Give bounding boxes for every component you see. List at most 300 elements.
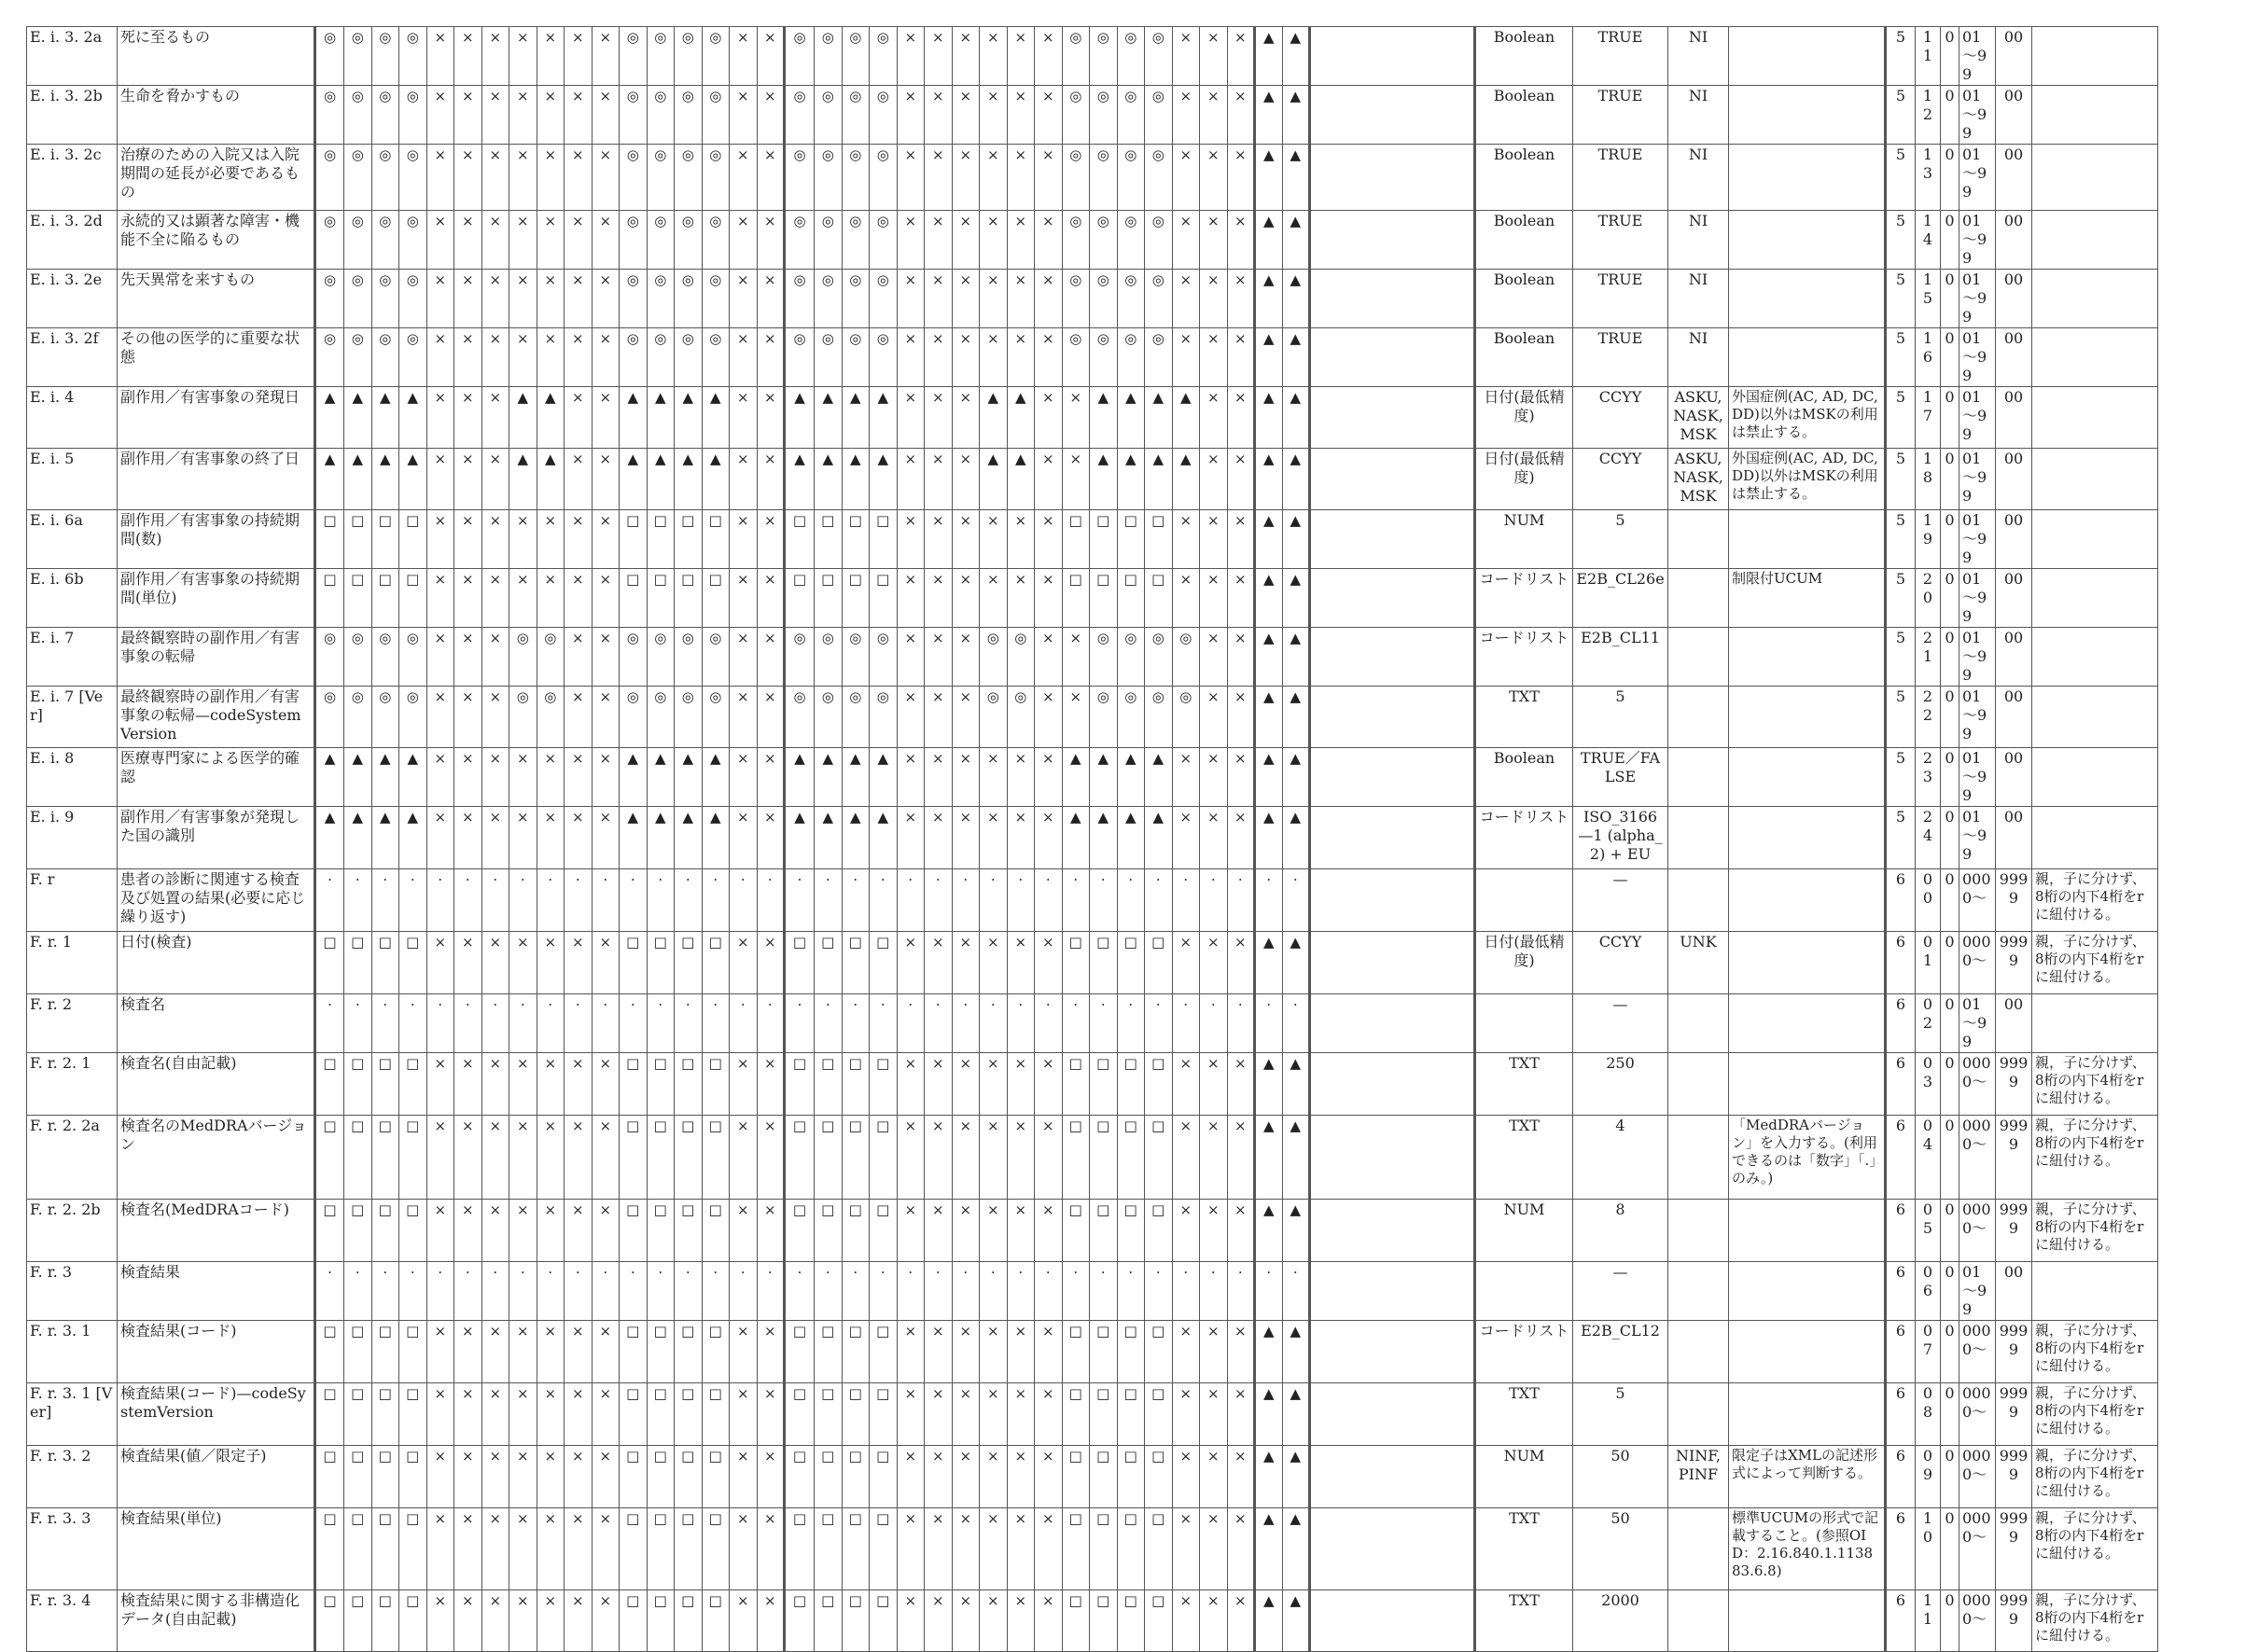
- symbol-cell: ×: [481, 748, 509, 807]
- symbol-cell: ▲: [1282, 807, 1310, 869]
- code-3: 0: [1941, 1508, 1959, 1590]
- data-length: TRUE: [1573, 211, 1668, 270]
- symbol-cell: ◎: [1090, 27, 1118, 86]
- symbol-cell: ▲: [1062, 748, 1090, 807]
- symbol-cell: ·: [620, 869, 648, 932]
- symbol-cell: ×: [1035, 211, 1063, 270]
- symbol-cell: ×: [426, 1053, 454, 1116]
- code-2: 17: [1916, 387, 1941, 449]
- symbol-cell: □: [675, 1446, 703, 1508]
- symbol-cell: □: [1117, 1053, 1145, 1116]
- symbol-cell: ×: [481, 569, 509, 628]
- symbol-cell: ▲: [647, 387, 675, 449]
- symbol-cell: □: [344, 932, 372, 994]
- symbol-cell: ×: [980, 1053, 1008, 1116]
- data-type: コードリスト: [1475, 628, 1573, 687]
- symbol-cell: ×: [592, 1508, 620, 1590]
- symbol-cell: ×: [1227, 1116, 1255, 1200]
- data-length: —: [1573, 994, 1668, 1053]
- table-row: [27, 27, 2158, 86]
- symbol-cell: ×: [592, 569, 620, 628]
- symbol-cell: ▲: [620, 748, 648, 807]
- symbol-cell: □: [1145, 1446, 1173, 1508]
- symbol-cell: □: [647, 1508, 675, 1590]
- symbol-cell: ◎: [675, 328, 703, 387]
- code-3: 0: [1941, 994, 1959, 1053]
- code-1: 5: [1886, 387, 1916, 449]
- symbol-cell: ◎: [842, 86, 870, 145]
- symbol-cell: □: [620, 1446, 648, 1508]
- code-1: 6: [1886, 1053, 1916, 1116]
- symbol-cell: ×: [565, 449, 593, 510]
- data-type: NUM: [1475, 1446, 1573, 1508]
- symbol-cell: ◎: [344, 211, 372, 270]
- symbol-cell: □: [815, 1383, 843, 1446]
- symbol-cell: ×: [565, 86, 593, 145]
- symbol-cell: ×: [925, 449, 953, 510]
- symbol-cell: ◎: [675, 628, 703, 687]
- symbol-cell: ·: [315, 869, 344, 932]
- symbol-cell: ◎: [870, 628, 898, 687]
- symbol-cell: ×: [426, 748, 454, 807]
- symbol-cell: ▲: [315, 748, 344, 807]
- data-type: [1475, 994, 1573, 1053]
- symbol-cell: ·: [565, 869, 593, 932]
- item-id: E. i. 3. 2d: [27, 211, 118, 270]
- symbol-cell: ◎: [785, 211, 815, 270]
- symbol-cell: ▲: [1282, 1321, 1310, 1383]
- symbol-cell: ×: [426, 628, 454, 687]
- code-note: 親，子に分けず、8桁の内下4桁をrに紐付ける。: [2032, 1383, 2158, 1446]
- symbol-cell: ▲: [675, 748, 703, 807]
- symbol-cell: ▲: [1255, 1200, 1283, 1262]
- code-5: 00: [1996, 211, 2032, 270]
- symbol-cell: ·: [785, 994, 815, 1053]
- symbol-cell: ×: [1200, 387, 1228, 449]
- symbol-cell: □: [1090, 1116, 1118, 1200]
- symbol-cell: ×: [426, 328, 454, 387]
- symbol-cell: ×: [1172, 748, 1200, 807]
- symbol-cell: ×: [897, 1053, 925, 1116]
- code-1: 5: [1886, 211, 1916, 270]
- symbol-cell: ◎: [1145, 270, 1173, 328]
- symbol-cell: ×: [1007, 1383, 1035, 1446]
- symbol-cell: ·: [925, 994, 953, 1053]
- symbol-cell: ·: [399, 1262, 427, 1321]
- data-type: [1475, 1262, 1573, 1321]
- data-length: TRUE: [1573, 328, 1668, 387]
- symbol-cell: ×: [952, 1116, 980, 1200]
- code-range: 01～99: [1959, 748, 1996, 807]
- symbol-cell: ×: [730, 211, 758, 270]
- symbol-cell: ◎: [842, 628, 870, 687]
- symbol-cell: ×: [925, 510, 953, 569]
- code-2: 19: [1916, 510, 1941, 569]
- symbol-cell: □: [702, 1446, 730, 1508]
- symbol-cell: ◎: [344, 328, 372, 387]
- remarks: [1729, 86, 1886, 145]
- symbol-cell: □: [1062, 510, 1090, 569]
- table-row: [27, 687, 2158, 748]
- symbol-cell: ▲: [1145, 807, 1173, 869]
- symbol-cell: ×: [925, 86, 953, 145]
- code-1: 5: [1886, 748, 1916, 807]
- code-3: 0: [1941, 569, 1959, 628]
- symbol-cell: ◎: [1062, 211, 1090, 270]
- table-row: [27, 1321, 2158, 1383]
- symbol-cell: ×: [925, 145, 953, 211]
- code-1: 5: [1886, 569, 1916, 628]
- item-id: F. r. 3. 3: [27, 1508, 118, 1590]
- remarks: [1729, 1590, 1886, 1652]
- symbol-cell: ×: [897, 1116, 925, 1200]
- code-1: 6: [1886, 932, 1916, 994]
- code-5: 00: [1996, 86, 2032, 145]
- code-2: 22: [1916, 687, 1941, 748]
- symbol-cell: ◎: [1172, 628, 1200, 687]
- symbol-cell: ×: [1035, 27, 1063, 86]
- symbol-cell: ▲: [537, 387, 565, 449]
- symbol-cell: ×: [454, 569, 482, 628]
- symbol-cell: ×: [481, 86, 509, 145]
- symbol-cell: □: [371, 1590, 399, 1652]
- code-1: 5: [1886, 270, 1916, 328]
- code-note: 親，子に分けず、8桁の内下4桁をrに紐付ける。: [2032, 932, 2158, 994]
- data-length: TRUE: [1573, 145, 1668, 211]
- symbol-cell: ×: [952, 932, 980, 994]
- data-length: TRUE／FALSE: [1573, 748, 1668, 807]
- symbol-cell: ×: [1172, 1116, 1200, 1200]
- symbol-cell: ×: [1200, 449, 1228, 510]
- symbol-cell: ×: [592, 86, 620, 145]
- item-name: 生命を脅かすもの: [118, 86, 315, 145]
- symbol-cell: ×: [481, 510, 509, 569]
- code-1: 6: [1886, 1262, 1916, 1321]
- symbol-cell: ×: [565, 1508, 593, 1590]
- symbol-cell: ×: [757, 86, 785, 145]
- symbol-cell: □: [371, 1116, 399, 1200]
- symbol-cell: □: [675, 932, 703, 994]
- symbol-cell: □: [870, 932, 898, 994]
- symbol-cell: □: [344, 1590, 372, 1652]
- symbol-cell: ×: [592, 27, 620, 86]
- code-range: 0000～: [1959, 1446, 1996, 1508]
- symbol-cell: ×: [454, 628, 482, 687]
- symbol-cell: ◎: [1172, 687, 1200, 748]
- remarks: 「MedDRAバージョン」を入力する。(利用できるのは「数字」「.」のみ。): [1729, 1116, 1886, 1200]
- symbol-cell: ×: [481, 211, 509, 270]
- data-type: TXT: [1475, 1590, 1573, 1652]
- symbol-cell: ×: [980, 86, 1008, 145]
- data-length: E2B_CL26e: [1573, 569, 1668, 628]
- symbol-cell: □: [1062, 1446, 1090, 1508]
- symbol-cell: ×: [1007, 748, 1035, 807]
- symbol-cell: ×: [757, 328, 785, 387]
- symbol-cell: ×: [1172, 1321, 1200, 1383]
- symbol-cell: □: [702, 1116, 730, 1200]
- code-2: 07: [1916, 1321, 1941, 1383]
- item-name: その他の医学的に重要な状態: [118, 328, 315, 387]
- code-3: 0: [1941, 1053, 1959, 1116]
- code-5: 00: [1996, 27, 2032, 86]
- code-2: 03: [1916, 1053, 1941, 1116]
- code-note: [2032, 628, 2158, 687]
- symbol-cell: ◎: [870, 145, 898, 211]
- blank-cell: [1310, 1590, 1475, 1652]
- symbol-cell: □: [1090, 1200, 1118, 1262]
- code-2: 08: [1916, 1383, 1941, 1446]
- symbol-cell: ◎: [1062, 328, 1090, 387]
- data-length: 50: [1573, 1508, 1668, 1590]
- symbol-cell: □: [870, 1200, 898, 1262]
- symbol-cell: □: [647, 1200, 675, 1262]
- symbol-cell: ×: [454, 1116, 482, 1200]
- code-3: 0: [1941, 1590, 1959, 1652]
- symbol-cell: ·: [925, 869, 953, 932]
- symbol-cell: ×: [1172, 569, 1200, 628]
- symbol-cell: □: [815, 1508, 843, 1590]
- code-note: [2032, 687, 2158, 748]
- code-1: 6: [1886, 869, 1916, 932]
- data-length: 4: [1573, 1116, 1668, 1200]
- symbol-cell: ×: [757, 387, 785, 449]
- code-1: 5: [1886, 687, 1916, 748]
- symbol-cell: ◎: [815, 145, 843, 211]
- symbol-cell: ×: [509, 270, 537, 328]
- blank-cell: [1310, 994, 1475, 1053]
- code-3: 0: [1941, 1446, 1959, 1508]
- symbol-cell: ×: [952, 270, 980, 328]
- symbol-cell: ·: [537, 1262, 565, 1321]
- symbol-cell: ·: [1282, 994, 1310, 1053]
- symbol-cell: ×: [509, 1508, 537, 1590]
- symbol-cell: ×: [1035, 748, 1063, 807]
- data-type: TXT: [1475, 1508, 1573, 1590]
- symbol-cell: ×: [925, 1200, 953, 1262]
- symbol-cell: ×: [1035, 687, 1063, 748]
- symbol-cell: ▲: [815, 748, 843, 807]
- code-2: 12: [1916, 86, 1941, 145]
- symbol-cell: ×: [537, 1590, 565, 1652]
- symbol-cell: ×: [537, 1508, 565, 1590]
- symbol-cell: □: [842, 510, 870, 569]
- code-5: 9999: [1996, 1321, 2032, 1383]
- symbol-cell: ×: [730, 1053, 758, 1116]
- symbol-cell: ◎: [1117, 687, 1145, 748]
- code-range: 01～99: [1959, 27, 1996, 86]
- symbol-cell: ▲: [1255, 1446, 1283, 1508]
- symbol-cell: ◎: [785, 270, 815, 328]
- symbol-cell: ×: [1062, 387, 1090, 449]
- symbol-cell: □: [399, 1200, 427, 1262]
- code-5: 00: [1996, 807, 2032, 869]
- symbol-cell: ·: [371, 994, 399, 1053]
- blank-cell: [1310, 628, 1475, 687]
- symbol-cell: ×: [897, 86, 925, 145]
- symbol-cell: ◎: [620, 27, 648, 86]
- remarks: [1729, 748, 1886, 807]
- data-type: 日付(最低精度): [1475, 932, 1573, 994]
- symbol-cell: ·: [897, 869, 925, 932]
- symbol-cell: ×: [1172, 1053, 1200, 1116]
- symbol-cell: ×: [454, 86, 482, 145]
- symbol-cell: ×: [925, 328, 953, 387]
- symbol-cell: ◎: [315, 628, 344, 687]
- remarks: 外国症例(AC, AD, DC, DD)以外はMSKの利用は禁止する。: [1729, 387, 1886, 449]
- symbol-cell: ▲: [815, 387, 843, 449]
- symbol-cell: ◎: [785, 86, 815, 145]
- data-type: Boolean: [1475, 748, 1573, 807]
- symbol-cell: ·: [815, 994, 843, 1053]
- remarks: 制限付UCUM: [1729, 569, 1886, 628]
- symbol-cell: □: [1062, 932, 1090, 994]
- code-2: 05: [1916, 1200, 1941, 1262]
- symbol-cell: ▲: [1282, 510, 1310, 569]
- symbol-cell: ×: [1227, 1200, 1255, 1262]
- symbol-cell: □: [1062, 1321, 1090, 1383]
- code-2: 04: [1916, 1116, 1941, 1200]
- symbol-cell: ×: [757, 449, 785, 510]
- code-3: 0: [1941, 86, 1959, 145]
- code-5: 00: [1996, 449, 2032, 510]
- symbol-cell: ×: [481, 328, 509, 387]
- symbol-cell: ▲: [870, 807, 898, 869]
- symbol-cell: ×: [952, 1383, 980, 1446]
- symbol-cell: ×: [897, 1590, 925, 1652]
- code-5: 00: [1996, 569, 2032, 628]
- code-note: [2032, 807, 2158, 869]
- symbol-cell: ×: [565, 387, 593, 449]
- code-2: 11: [1916, 27, 1941, 86]
- symbol-cell: ×: [537, 932, 565, 994]
- symbol-cell: ▲: [1255, 387, 1283, 449]
- symbol-cell: ×: [537, 1200, 565, 1262]
- symbol-cell: □: [1145, 510, 1173, 569]
- symbol-cell: □: [371, 1383, 399, 1446]
- symbol-cell: ×: [1035, 328, 1063, 387]
- symbol-cell: □: [1145, 1508, 1173, 1590]
- symbol-cell: ▲: [870, 449, 898, 510]
- symbol-cell: ·: [620, 994, 648, 1053]
- symbol-cell: ×: [980, 270, 1008, 328]
- symbol-cell: ×: [1035, 449, 1063, 510]
- symbol-cell: ×: [897, 748, 925, 807]
- symbol-cell: ▲: [1282, 687, 1310, 748]
- symbol-cell: ×: [1035, 1200, 1063, 1262]
- symbol-cell: ◎: [371, 270, 399, 328]
- symbol-cell: ·: [1255, 994, 1283, 1053]
- code-note: [2032, 145, 2158, 211]
- symbol-cell: □: [371, 1321, 399, 1383]
- symbol-cell: ▲: [1255, 211, 1283, 270]
- symbol-cell: ·: [1172, 1262, 1200, 1321]
- symbol-cell: □: [1117, 1116, 1145, 1200]
- symbol-cell: □: [344, 1446, 372, 1508]
- data-length: TRUE: [1573, 27, 1668, 86]
- symbol-cell: ×: [925, 1116, 953, 1200]
- symbol-cell: ·: [315, 1262, 344, 1321]
- symbol-cell: □: [815, 932, 843, 994]
- table-row: [27, 387, 2158, 449]
- symbol-cell: □: [399, 932, 427, 994]
- symbol-cell: ×: [454, 687, 482, 748]
- symbol-cell: □: [842, 1321, 870, 1383]
- symbol-cell: ·: [592, 869, 620, 932]
- symbol-cell: ·: [344, 869, 372, 932]
- symbol-cell: ×: [1227, 86, 1255, 145]
- symbol-cell: ×: [730, 1590, 758, 1652]
- symbol-cell: ×: [565, 1383, 593, 1446]
- symbol-cell: □: [399, 1508, 427, 1590]
- symbol-cell: ×: [426, 687, 454, 748]
- symbol-cell: ·: [481, 994, 509, 1053]
- symbol-cell: ◎: [344, 687, 372, 748]
- symbol-cell: ×: [565, 687, 593, 748]
- symbol-cell: ·: [1062, 1262, 1090, 1321]
- code-note: 親，子に分けず、8桁の内下4桁をrに紐付ける。: [2032, 1321, 2158, 1383]
- symbol-cell: ×: [757, 807, 785, 869]
- symbol-cell: ◎: [315, 211, 344, 270]
- symbol-cell: ×: [426, 807, 454, 869]
- code-1: 5: [1886, 145, 1916, 211]
- data-type: 日付(最低精度): [1475, 387, 1573, 449]
- symbol-cell: ×: [537, 1383, 565, 1446]
- remarks: [1729, 1053, 1886, 1116]
- null-flavor: NI: [1668, 211, 1729, 270]
- item-id: E. i. 7: [27, 628, 118, 687]
- symbol-cell: ·: [371, 1262, 399, 1321]
- symbol-cell: □: [675, 1383, 703, 1446]
- code-2: 01: [1916, 932, 1941, 994]
- code-3: 0: [1941, 145, 1959, 211]
- symbol-cell: ×: [757, 270, 785, 328]
- symbol-cell: ×: [952, 1590, 980, 1652]
- item-id: F. r. 2: [27, 994, 118, 1053]
- symbol-cell: ▲: [1255, 807, 1283, 869]
- blank-cell: [1310, 1446, 1475, 1508]
- symbol-cell: ◎: [1117, 211, 1145, 270]
- symbol-cell: ×: [509, 328, 537, 387]
- symbol-cell: ·: [897, 1262, 925, 1321]
- code-3: 0: [1941, 1262, 1959, 1321]
- symbol-cell: □: [371, 1200, 399, 1262]
- symbol-cell: □: [702, 1053, 730, 1116]
- code-5: 9999: [1996, 1383, 2032, 1446]
- code-note: 親，子に分けず、8桁の内下4桁をrに紐付ける。: [2032, 1116, 2158, 1200]
- symbol-cell: ×: [1007, 328, 1035, 387]
- code-range: 01～99: [1959, 807, 1996, 869]
- code-2: 18: [1916, 449, 1941, 510]
- symbol-cell: ◎: [1090, 145, 1118, 211]
- symbol-cell: □: [1090, 1590, 1118, 1652]
- symbol-cell: ·: [730, 994, 758, 1053]
- symbol-cell: ×: [1007, 932, 1035, 994]
- symbol-cell: ·: [757, 994, 785, 1053]
- code-1: 6: [1886, 1590, 1916, 1652]
- symbol-cell: ×: [592, 510, 620, 569]
- symbol-cell: ×: [1007, 145, 1035, 211]
- symbol-cell: ×: [1200, 510, 1228, 569]
- symbol-cell: ·: [1145, 869, 1173, 932]
- symbol-cell: ×: [897, 1446, 925, 1508]
- symbol-cell: ×: [925, 748, 953, 807]
- symbol-cell: ×: [1200, 1383, 1228, 1446]
- symbol-cell: ·: [426, 1262, 454, 1321]
- symbol-cell: ◎: [702, 628, 730, 687]
- symbol-cell: ▲: [1255, 748, 1283, 807]
- table-row: [27, 1383, 2158, 1446]
- symbol-cell: ·: [647, 869, 675, 932]
